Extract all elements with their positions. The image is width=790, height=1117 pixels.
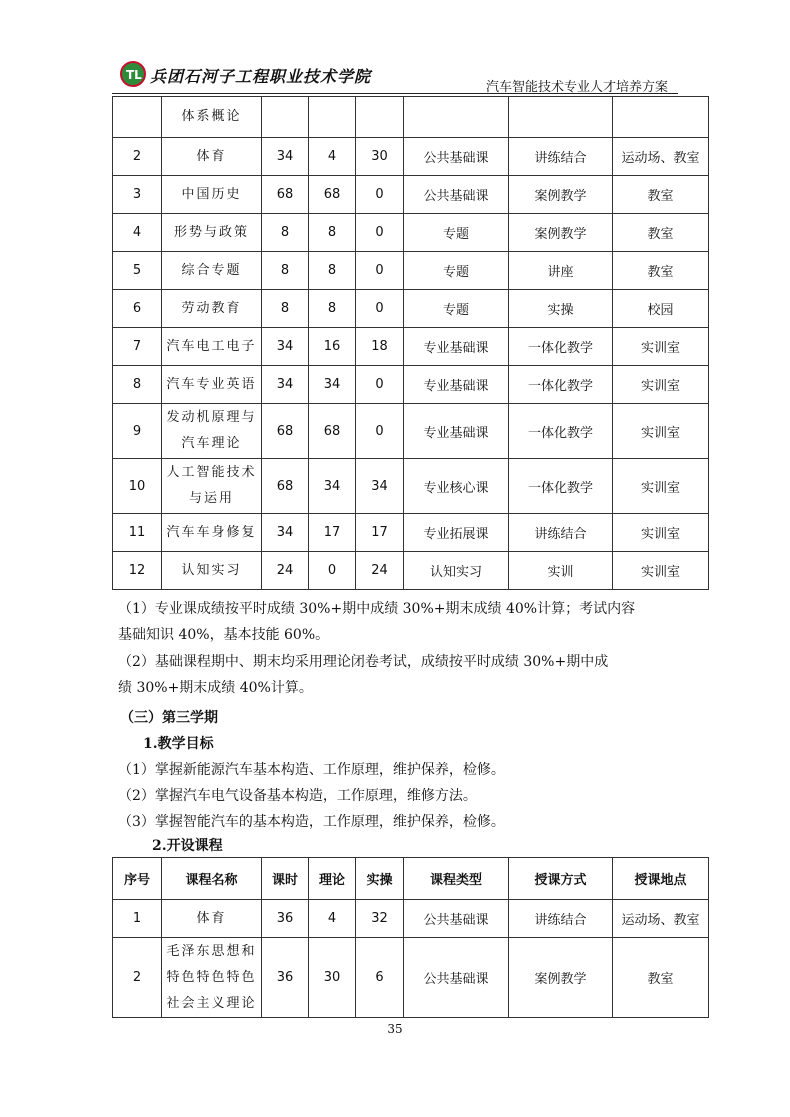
cell-practice: 30 [356, 138, 404, 176]
course-name-line: 汽车理论 [181, 436, 242, 451]
cell-place: 实训室 [613, 552, 709, 590]
cell-practice: 0 [356, 176, 404, 214]
cell-practice: 0 [356, 252, 404, 290]
cell-method: 一体化教学 [509, 366, 613, 404]
cell-theory: 4 [309, 900, 356, 938]
cell-theory: 8 [309, 252, 356, 290]
cell-no [113, 97, 162, 138]
cell-course-name: 汽车专业英语 [162, 366, 262, 404]
cell-type: 专题 [404, 214, 509, 252]
column-header: 课程类型 [404, 858, 509, 900]
cell-type: 专业基础课 [404, 404, 509, 459]
cell-hours: 68 [262, 404, 309, 459]
plan-title: 汽车智能技术专业人才培养方案 [485, 80, 668, 95]
cell-no: 8 [113, 366, 162, 404]
cell-method [509, 97, 613, 138]
cell-place: 教室 [613, 214, 709, 252]
cell-practice: 24 [356, 552, 404, 590]
course-name-line: 发动机原理与 [166, 410, 257, 425]
cell-no: 6 [113, 290, 162, 328]
cell-place: 教室 [613, 176, 709, 214]
table-row [113, 252, 709, 290]
cell-course-name: 综合专题 [162, 252, 262, 290]
cell-theory: 68 [309, 404, 356, 459]
cell-practice: 32 [356, 900, 404, 938]
cell-place: 教室 [613, 938, 709, 1018]
cell-theory: 34 [309, 366, 356, 404]
cell-practice: 0 [356, 404, 404, 459]
cell-hours: 68 [262, 459, 309, 514]
table-row [113, 290, 709, 328]
cell-method: 讲练结合 [509, 900, 613, 938]
course-table-semester3 [112, 857, 709, 1018]
cell-type: 公共基础课 [404, 138, 509, 176]
cell-hours: 36 [262, 938, 309, 1018]
table-row [113, 366, 709, 404]
table-row [113, 938, 709, 1018]
cell-type: 专业核心课 [404, 459, 509, 514]
cell-type: 专业拓展课 [404, 514, 509, 552]
table-row [113, 404, 709, 459]
cell-place: 运动场、教室 [613, 900, 709, 938]
cell-place: 实训室 [613, 404, 709, 459]
cell-no: 5 [113, 252, 162, 290]
course-name-line: 特色特色特色 [166, 969, 257, 985]
cell-method: 讲座 [509, 252, 613, 290]
column-header: 授课地点 [613, 858, 709, 900]
column-header: 课时 [262, 858, 309, 900]
cell-theory [309, 97, 356, 138]
cell-method: 讲练结合 [509, 514, 613, 552]
cell-hours: 24 [262, 552, 309, 590]
subsection-heading: 2.开设课程 [152, 838, 223, 854]
cell-type: 专题 [404, 290, 509, 328]
cell-method: 案例教学 [509, 938, 613, 1018]
column-header: 实操 [356, 858, 404, 900]
table-row [113, 176, 709, 214]
section-heading: （三）第三学期 [120, 710, 218, 726]
cell-hours [262, 97, 309, 138]
cell-course-name: 认知实习 [162, 552, 262, 590]
cell-course-name: 体育 [162, 138, 262, 176]
cell-course-name [162, 938, 262, 1018]
cell-practice: 18 [356, 328, 404, 366]
table-row [113, 138, 709, 176]
table-header-row [113, 858, 709, 900]
cell-type: 公共基础课 [404, 938, 509, 1018]
table-row [113, 459, 709, 514]
cell-no: 11 [113, 514, 162, 552]
note-line: （2）基础课程期中、期末均采用理论闭卷考试，成绩按平时成绩 30%+期中成 [118, 654, 609, 670]
goal-item: （1）掌握新能源汽车基本构造、工作原理，维护保养，检修。 [118, 762, 505, 778]
cell-method: 实操 [509, 290, 613, 328]
column-header: 课程名称 [162, 858, 262, 900]
cell-theory: 0 [309, 552, 356, 590]
cell-method: 一体化教学 [509, 328, 613, 366]
cell-place: 校园 [613, 290, 709, 328]
cell-no: 4 [113, 214, 162, 252]
cell-no: 3 [113, 176, 162, 214]
cell-place: 实训室 [613, 459, 709, 514]
subsection-heading: 1.教学目标 [143, 736, 214, 752]
table-row [113, 97, 709, 138]
cell-no: 12 [113, 552, 162, 590]
page-header [112, 58, 672, 94]
column-header: 序号 [113, 858, 162, 900]
cell-course-name: 中国历史 [162, 176, 262, 214]
assessment-note-1 [118, 596, 678, 648]
cell-practice: 6 [356, 938, 404, 1018]
cell-course-name [162, 459, 262, 514]
table-row [113, 552, 709, 590]
cell-course-name: 体系概论 [162, 97, 262, 138]
cell-practice: 0 [356, 366, 404, 404]
cell-place: 教室 [613, 252, 709, 290]
cell-theory: 68 [309, 176, 356, 214]
cell-place: 运动场、教室 [613, 138, 709, 176]
note-line: （1）专业课成绩按平时成绩 30%+期中成绩 30%+期末成绩 40%计算；考试内容 [118, 601, 636, 617]
cell-place: 实训室 [613, 366, 709, 404]
course-name-line: 社会主义理论 [166, 995, 257, 1011]
cell-type: 公共基础课 [404, 176, 509, 214]
cell-method: 实训 [509, 552, 613, 590]
header-divider [112, 93, 678, 94]
cell-theory: 17 [309, 514, 356, 552]
cell-hours: 8 [262, 214, 309, 252]
course-name-line: 与运用 [188, 491, 234, 506]
cell-no: 2 [113, 938, 162, 1018]
cell-type: 公共基础课 [404, 900, 509, 938]
column-header: 理论 [309, 858, 356, 900]
cell-no: 7 [113, 328, 162, 366]
table-row [113, 328, 709, 366]
cell-practice: 34 [356, 459, 404, 514]
cell-hours: 36 [262, 900, 309, 938]
cell-method: 讲练结合 [509, 138, 613, 176]
table-row [113, 214, 709, 252]
cell-hours: 34 [262, 328, 309, 366]
table-row [113, 900, 709, 938]
cell-method: 案例教学 [509, 176, 613, 214]
cell-theory: 8 [309, 290, 356, 328]
cell-hours: 34 [262, 138, 309, 176]
school-name: 兵团石河子工程职业技术学院 [150, 67, 372, 86]
goal-item: （3）掌握智能汽车的基本构造，工作原理，维护保养，检修。 [118, 814, 505, 830]
cell-course-name: 形势与政策 [162, 214, 262, 252]
page-number: 35 [387, 1022, 403, 1036]
cell-practice: 0 [356, 214, 404, 252]
cell-theory: 16 [309, 328, 356, 366]
cell-method: 一体化教学 [509, 459, 613, 514]
cell-theory: 30 [309, 938, 356, 1018]
cell-course-name: 汽车电工电子 [162, 328, 262, 366]
cell-course-name: 体育 [162, 900, 262, 938]
school-logo-icon [120, 61, 146, 87]
cell-course-name: 劳动教育 [162, 290, 262, 328]
cell-method: 一体化教学 [509, 404, 613, 459]
cell-type: 专业基础课 [404, 366, 509, 404]
cell-theory: 4 [309, 138, 356, 176]
cell-theory: 8 [309, 214, 356, 252]
cell-course-name [162, 404, 262, 459]
cell-hours: 34 [262, 366, 309, 404]
cell-type: 认知实习 [404, 552, 509, 590]
cell-theory: 34 [309, 459, 356, 514]
cell-type [404, 97, 509, 138]
course-name-line: 毛泽东思想和 [166, 943, 257, 959]
assessment-note-2 [118, 649, 678, 701]
table-row [113, 514, 709, 552]
note-line: 绩 30%+期末成绩 40%计算。 [118, 680, 313, 696]
cell-hours: 34 [262, 514, 309, 552]
cell-hours: 8 [262, 252, 309, 290]
cell-course-name: 汽车车身修复 [162, 514, 262, 552]
cell-hours: 8 [262, 290, 309, 328]
cell-no: 9 [113, 404, 162, 459]
goal-item: （2）掌握汽车电气设备基本构造，工作原理，维修方法。 [118, 788, 477, 804]
cell-practice [356, 97, 404, 138]
cell-no: 10 [113, 459, 162, 514]
cell-practice: 0 [356, 290, 404, 328]
cell-place: 实训室 [613, 514, 709, 552]
svg-text:TL: TL [126, 68, 142, 82]
cell-type: 专业基础课 [404, 328, 509, 366]
cell-method: 案例教学 [509, 214, 613, 252]
cell-place [613, 97, 709, 138]
cell-no: 2 [113, 138, 162, 176]
course-table-semester2 [112, 96, 709, 590]
cell-place: 实训室 [613, 328, 709, 366]
cell-practice: 17 [356, 514, 404, 552]
note-line: 基础知识 40%，基本技能 60%。 [118, 627, 330, 643]
cell-type: 专题 [404, 252, 509, 290]
cell-no: 1 [113, 900, 162, 938]
column-header: 授课方式 [509, 858, 613, 900]
cell-hours: 68 [262, 176, 309, 214]
course-name-line: 人工智能技术 [166, 465, 257, 480]
